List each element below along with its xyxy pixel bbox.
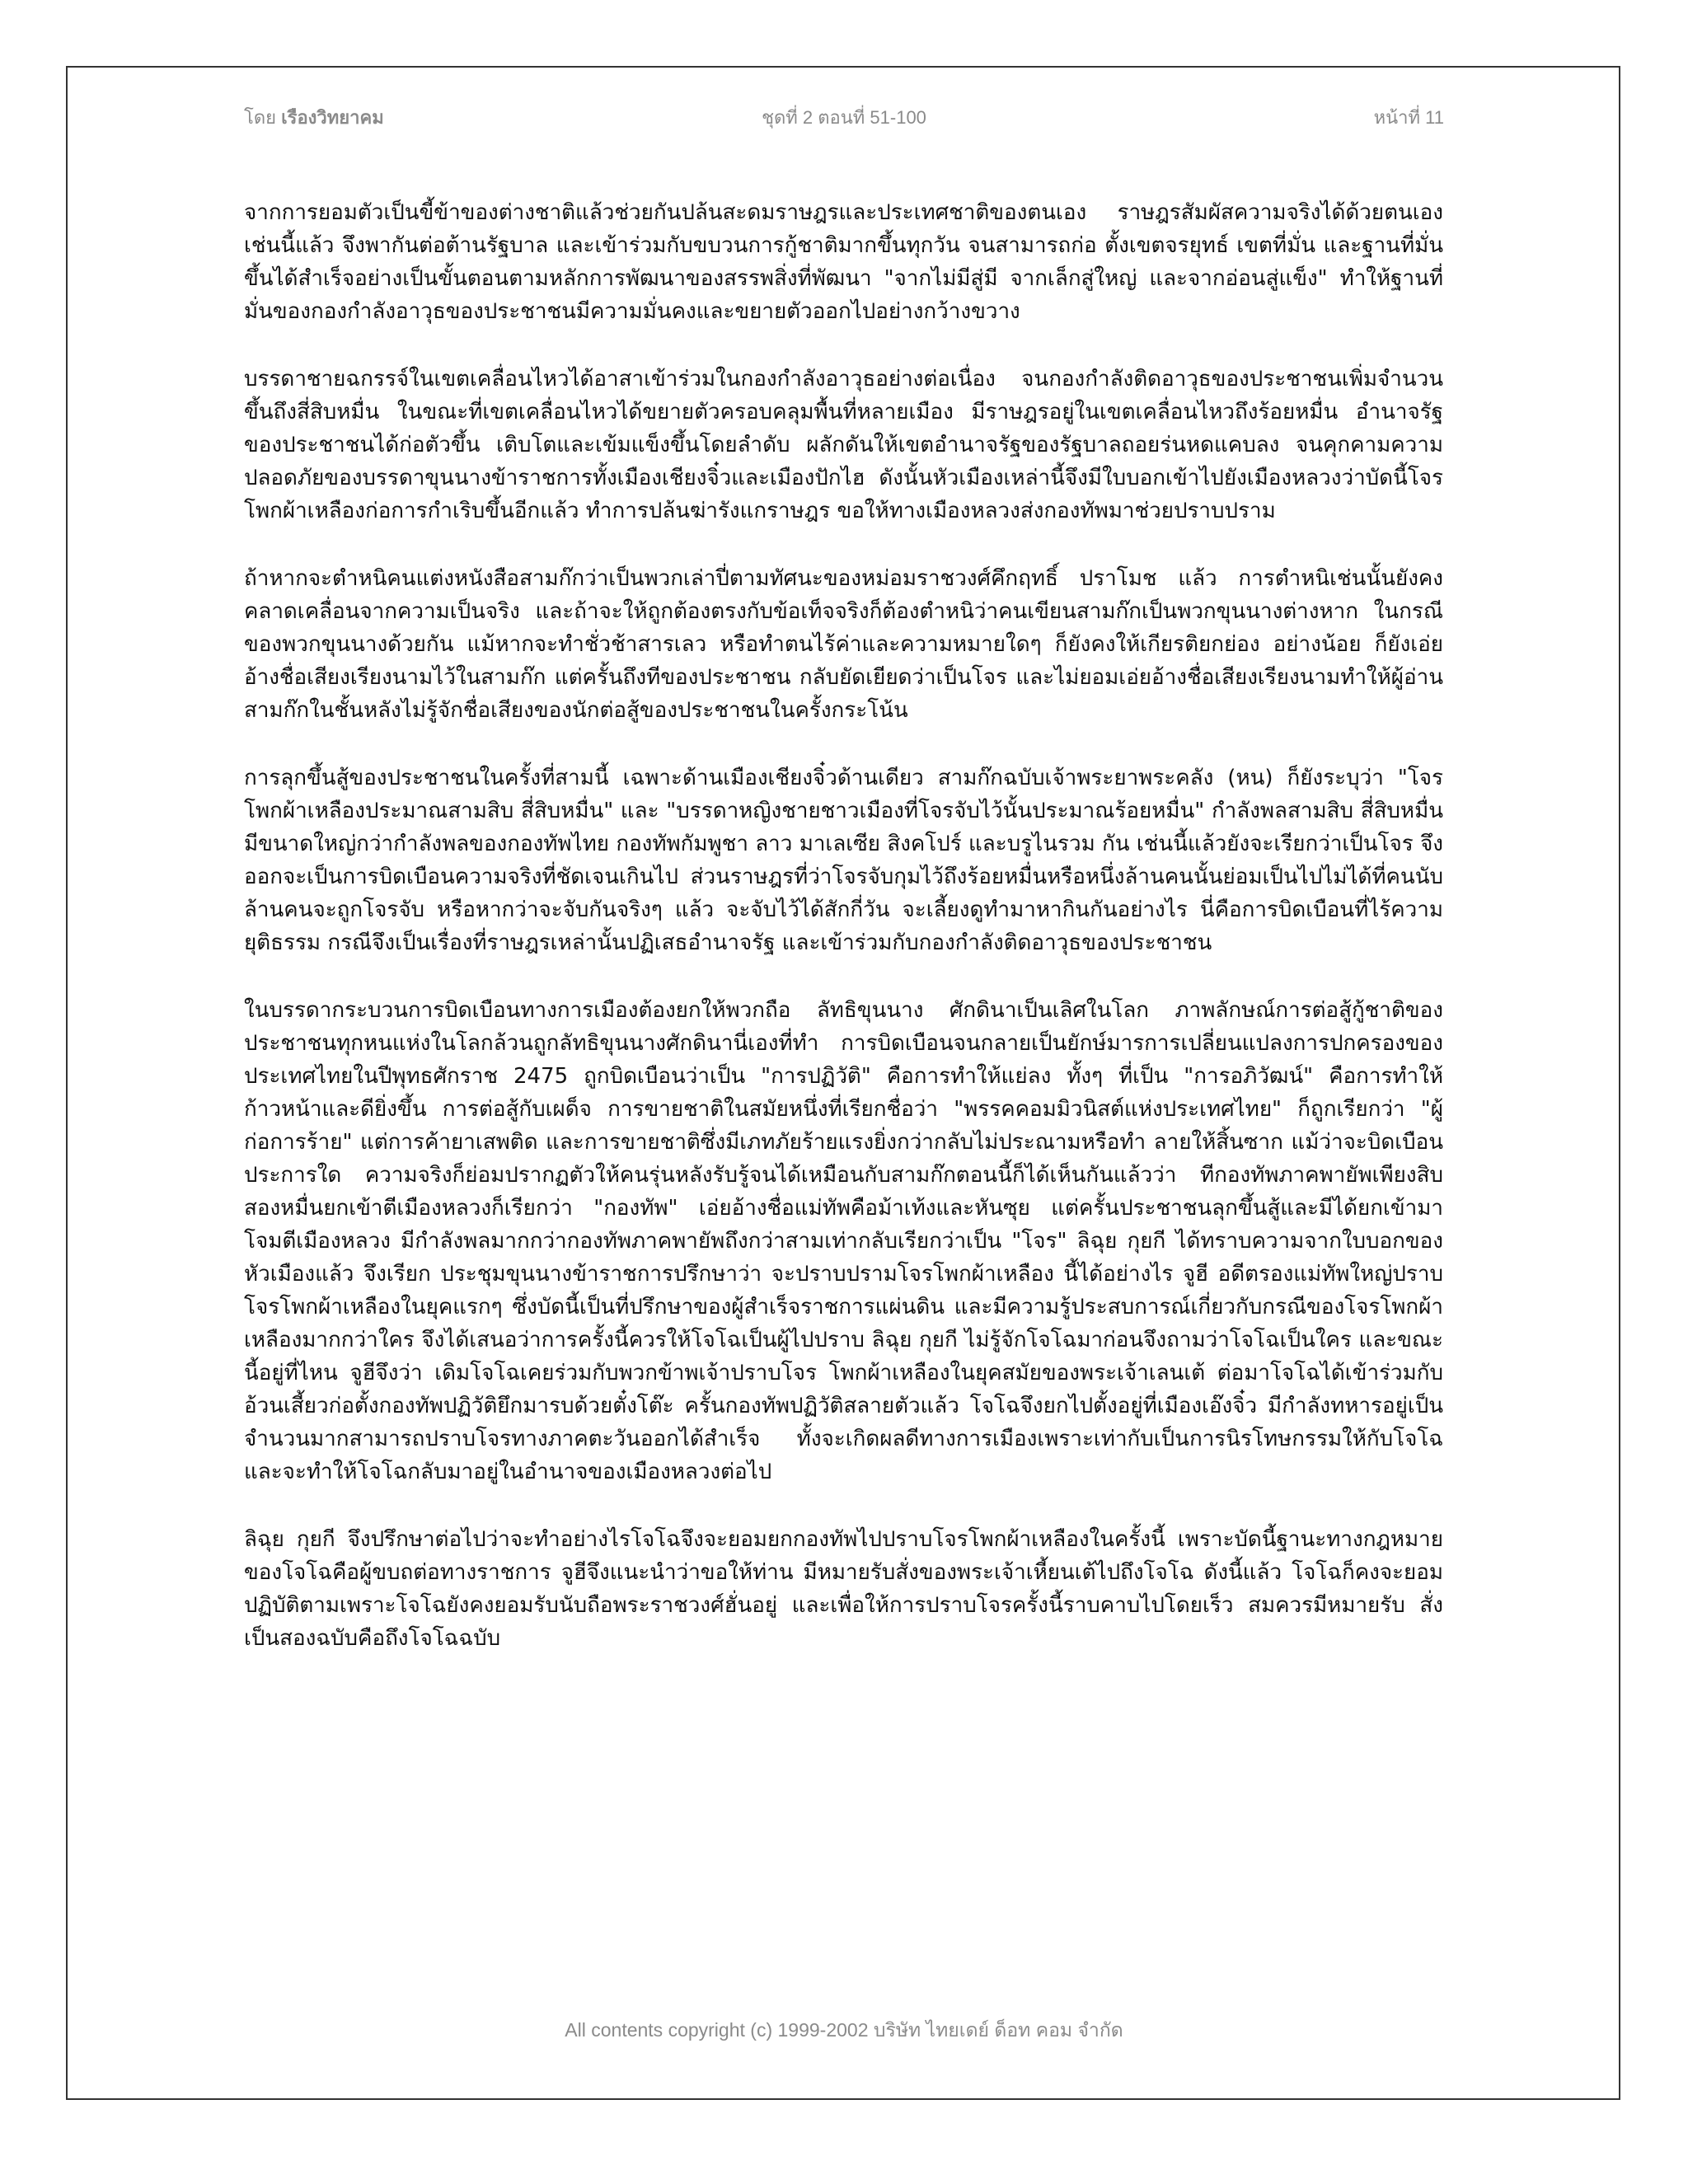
paragraph-6: ลิฉุย กุยกี จึงปรึกษาต่อไปว่าจะทำอย่างไรโจโฉจึงจะยอมยกกองทัพไปปราบโจรโพกผ้าเหลืองในครั้งนี้ เพราะบัดนี้ฐานะทางกฎหมายของโจโฉคือผู้ขบถต่อทางราชการ จูฮีจึงแนะนำว่าขอให้ท่าน มีหมายรับสั่งของพระเจ้าเหี้ยนเต้ไปถึงโจโฉ ดังนี้แล้ว โจโฉก็คงจะยอมปฏิบัติตามเพราะโจโฉยังคงยอมรับนับถือพระราชวงศ์ฮั่นอยู่ และเพื่อให้การปราบโจรครั้งนี้ราบคาบไปโดยเร็ว สมควรมีหมายรับ สั่งเป็นสองฉบับคือถึงโจโฉฉบับ: [244, 1527, 1443, 1651]
paragraph-1: จากการยอมตัวเป็นขี้ข้าของต่างชาติแล้วช่วยกันปล้นสะดมราษฎรและประเทศชาติของตนเอง ราษฎรสัมผัสความจริงได้ด้วยตนเองเช่นนี้แล้ว จึงพากันต่อต้านรัฐบาล และเข้าร่วมกับขบวนการกู้ชาติมากขึ้นทุกวัน จนสามารถก่อ ตั้งเขตจรยุทธ์ เขตที่มั่น และฐานที่มั่นขึ้นได้สำเร็จอย่างเป็นขั้นตอนตามหลักการพัฒนาของสรรพสิ่งที่พัฒนา "จากไม่มีสู่มี จากเล็กสู่ใหญ่ และจากอ่อนสู่แข็ง" ทำให้ฐานที่มั่นของกองกำลังอาวุธของประชาชนมีความมั่นคงและขยายตัวออกไปอย่างกว้างขวาง: [244, 200, 1443, 324]
copyright-footer: All contents copyright (c) 1999-2002 บริษัท ไทยเดย์ ด็อท คอม จำกัด: [565, 2019, 1123, 2041]
paragraph-4: การลุกขึ้นสู้ของประชาชนในครั้งที่สามนี้ เฉพาะด้านเมืองเชียงจิ๋วด้านเดียว สามก๊กฉบับเจ้าพระยาพระคลัง (หน) ก็ยังระบุว่า "โจรโพกผ้าเหลืองประมาณสามสิบ สี่สิบหมื่น" และ "บรรดาหญิงชายชาวเมืองที่โจรจับไว้นั้นประมาณร้อยหมื่น" กำลังพลสามสิบ สี่สิบหมื่น มีขนาดใหญ่กว่ากำลังพลของกองทัพไทย กองทัพกัมพูชา ลาว มาเลเซีย สิงคโปร์ และบรูไนรวม กัน เช่นนี้แล้วยังจะเรียกว่าเป็นโจร จึงออกจะเป็นการบิดเบือนความจริงที่ชัดเจนเกินไป ส่วนราษฎรที่ว่าโจรจับกุมไว้ถึงร้อยหมื่นหรือหนึ่งล้านคนนั้นย่อมเป็นไปไม่ได้ที่คนนับล้านคนจะถูกโจรจับ หรือหากว่าจะจับกันจริงๆ แล้ว จะจับไว้ได้สักกี่วัน จะเลี้ยงดูทำมาหากินกันอย่างไร นี่คือการบิดเบือนที่ไร้ความยุติธรรม กรณีจึงเป็นเรื่องที่ราษฎรเหล่านั้นปฏิเสธอำนาจรัฐ และเข้าร่วมกับกองกำลังติดอาวุธของประชาชน: [244, 766, 1443, 955]
paragraph-5: ในบรรดากระบวนการบิดเบือนทางการเมืองต้องยกให้พวกถือ ลัทธิขุนนาง ศักดินาเป็นเลิศในโลก ภาพลักษณ์การต่อสู้กู้ชาติของประชาชนทุกหนแห่งในโลกล้วนถูกลัทธิขุนนางศักดินานี่เองที่ทำ การบิดเบือนจนกลายเป็นยักษ์มารการเปลี่ยนแปลงการปกครองของประเทศไทยในปีพุทธศักราช 2475 ถูกบิดเบือนว่าเป็น "การปฏิวัติ" คือการทำให้แย่ลง ทั้งๆ ที่เป็น "การอภิวัฒน์" คือการทำให้ก้าวหน้าและดียิ่งขึ้น การต่อสู้กับเผด็จ การขายชาติในสมัยหนึ่งที่เรียกชื่อว่า "พรรคคอมมิวนิสต์แห่งประเทศไทย" ก็ถูกเรียกว่า "ผู้ก่อการร้าย" แต่การค้ายาเสพติด และการขายชาติซึ่งมีเภทภัยร้ายแรงยิ่งกว่ากลับไม่ประณามหรือทำ ลายให้สิ้นซาก แม้ว่าจะบิดเบือนประการใด ความจริงก็ย่อมปรากฏตัวให้คนรุ่นหลังรับรู้จนได้เหมือนกับสามก๊กตอนนี้ก็ได้เห็นกันแล้วว่า ทีกองทัพภาคพายัพเพียงสิบสองหมื่นยกเข้าตีเมืองหลวงก็เรียกว่า "กองทัพ" เอ่ยอ้างชื่อแม่ทัพคือม้าเท้งและหันซุย แต่ครั้นประชาชนลุกขึ้นสู้และมีได้ยกเข้ามาโจมตีเมืองหลวง มีกำลังพลมากกว่ากองทัพภาคพายัพถึงกว่าสามเท่ากลับเรียกว่าเป็น "โจร" ลิฉุย กุยกี ได้ทราบความจากใบบอกของหัวเมืองแล้ว จึงเรียก ประชุมขุนนางข้าราชการปรึกษาว่า จะปราบปรามโจรโพกผ้าเหลือง นี้ได้อย่างไร จูฮี อดีตรองแม่ทัพใหญ่ปราบโจรโพกผ้าเหลืองในยุคแรกๆ ซึ่งบัดนี้เป็นที่ปรึกษาของผู้สำเร็จราชการแผ่นดิน และมีความรู้ประสบการณ์เกี่ยวกับกรณีของโจรโพกผ้าเหลืองมากกว่าใคร จึงได้เสนอว่าการครั้งนี้ควรให้โจโฉเป็นผู้ไปปราบ ลิฉุย กุยกี ไม่รู้จักโจโฉมาก่อนจึงถามว่าโจโฉเป็นใคร และขณะนี้อยู่ที่ไหน จูฮีจึงว่า เดิมโจโฉเคยร่วมกับพวกข้าพเจ้าปราบโจร โพกผ้าเหลืองในยุคสมัยของพระเจ้าเลนเต้ ต่อมาโจโฉได้เข้าร่วมกับอ้วนเสี้ยวก่อตั้งกองทัพปฏิวัติยึกมารบด้วยตั๋งโต๊ะ ครั้นกองทัพปฏิวัติสลายตัวแล้ว โจโฉจึงยกไปตั้งอยู่ที่เมืองเอ๊งจิ๋ว มีกำลังทหารอยู่เป็นจำนวนมากสามารถปราบโจรทางภาคตะวันออกได้สำเร็จ ทั้งจะเกิดผลดีทางการเมืองเพราะเท่ากับเป็นการนิรโทษกรรมให้กับโจโฉ และจะทำให้โจโฉกลับมาอยู่ในอำนาจของเมืองหลวงต่อไป: [244, 998, 1443, 1484]
author-prefix: โดย: [244, 107, 276, 128]
author-name: เรืองวิทยาคม: [281, 107, 384, 128]
paragraph-2: บรรดาชายฉกรรจ์ในเขตเคลื่อนไหวได้อาสาเข้าร่วมในกองกำลังอาวุธอย่างต่อเนื่อง จนกองกำลังติดอาวุธของประชาชนเพิ่มจำนวนขึ้นถึงสี่สิบหมื่น ในขณะที่เขตเคลื่อนไหวได้ขยายตัวครอบคลุมพื้นที่หลายเมือง มีราษฎรอยู่ในเขตเคลื่อนไหวถึงร้อยหมื่น อำนาจรัฐของประชาชนได้ก่อตัวขึ้น เติบโตและเข้มแข็งขึ้นโดยลำดับ ผลักดันให้เขตอำนาจรัฐของรัฐบาลถอยร่นหดแคบลง จนคุกคามความปลอดภัยของบรรดาขุนนางข้าราชการทั้งเมืองเชียงจิ๋วและเมืองปักไฮ ดังนั้นหัวเมืองเหล่านี้จึงมีใบบอกเข้าไปยังเมืองหลวงว่าบัดนี้โจรโพกผ้าเหลืองก่อการกำเริบขึ้นอีกแล้ว ทำการปล้นฆ่ารังแกราษฎร ขอให้ทางเมืองหลวงส่งกองทัพมาช่วยปราบปราม: [244, 367, 1443, 523]
page-number: หน้าที่ 11: [1373, 107, 1444, 128]
article-body: [244, 196, 1443, 1690]
paragraph-3: ถ้าหากจะตำหนิคนแต่งหนังสือสามก๊กว่าเป็นพวกเล่าปี่ตามทัศนะของหม่อมราชวงศ์คึกฤทธิ์ ปราโมช แล้ว การตำหนิเช่นนั้นยังคงคลาดเคลื่อนจากความเป็นจริง และถ้าจะให้ถูกต้องตรงกับข้อเท็จจริงก็ต้องตำหนิว่าคนเขียนสามก๊กเป็นพวกขุนนางต่างหาก ในกรณีของพวกขุนนางด้วยกัน แม้หากจะทำชั่วช้าสารเลว หรือทำตนไร้ค่าและความหมายใดๆ ก็ยังคงให้เกียรติยกย่อง อย่างน้อย ก็ยังเอ่ยอ้างชื่อเสียงเรียงนามไว้ในสามก๊ก แต่ครั้นถึงทีของประชาชน กลับยัดเยียดว่าเป็นโจร และไม่ยอมเอ่ยอ้างชื่อเสียงเรียงนามทำให้ผู้อ่านสามก๊กในชั้นหลังไม่รู้จักชื่อเสียงของนักต่อสู้ของประชาชนในครั้งกระโน้น: [244, 566, 1443, 723]
page-header: [244, 103, 1444, 136]
series-label: ชุดที่ 2 ตอนที่ 51-100: [762, 107, 926, 128]
